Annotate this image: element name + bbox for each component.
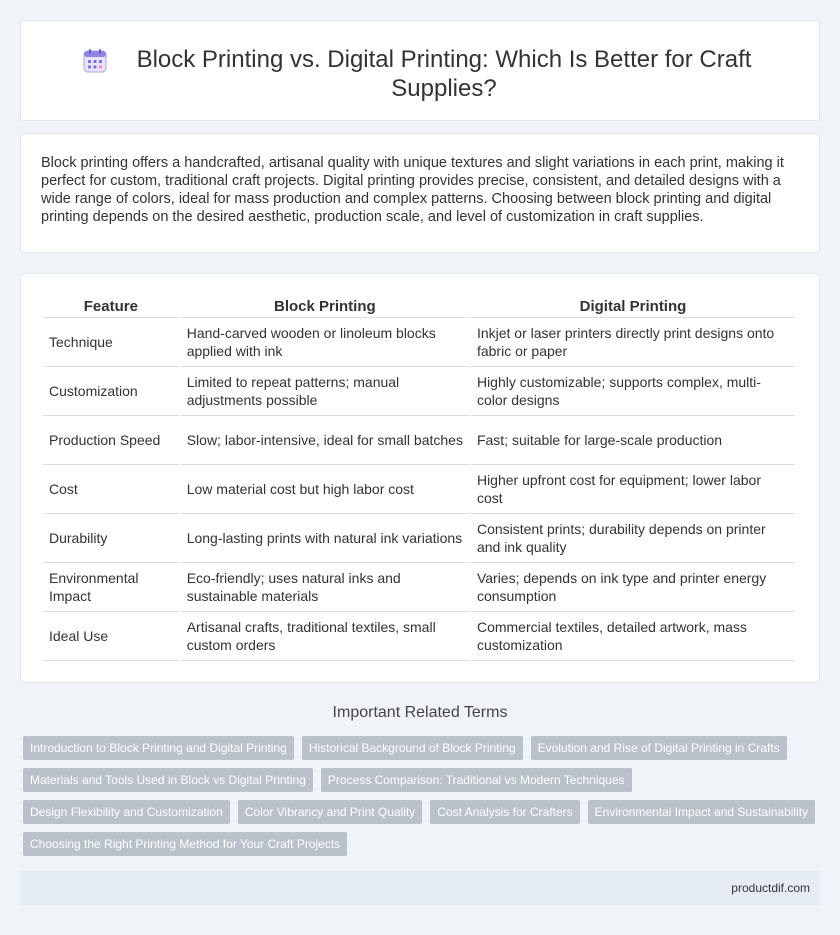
table-row [43, 563, 795, 612]
related-term-tag[interactable]: Materials and Tools Used in Block vs Digital Printing [23, 768, 313, 792]
footer-site-link[interactable]: productdif.com [731, 881, 810, 895]
digital-printing-cell: Commercial textiles, detailed artwork, mass customization [471, 612, 795, 661]
intro-card [20, 133, 820, 253]
block-printing-cell: Limited to repeat patterns; manual adjustments possible [181, 367, 469, 416]
related-term-tag[interactable]: Environmental Impact and Sustainability [588, 800, 815, 824]
feature-cell: Production Speed [43, 416, 179, 465]
related-term-tag[interactable]: Design Flexibility and Customization [23, 800, 230, 824]
digital-printing-cell: Highly customizable; supports complex, multi-color designs [471, 367, 795, 416]
block-printing-cell: Slow; labor-intensive, ideal for small batches [181, 416, 469, 465]
table-header-row [43, 296, 795, 318]
table-row [43, 514, 795, 563]
table-row [43, 465, 795, 514]
related-terms-heading: Important Related Terms [332, 704, 508, 721]
related-term-tag[interactable]: Choosing the Right Printing Method for Your Craft Projects [23, 832, 347, 856]
comparison-card [20, 273, 820, 683]
related-term-tag[interactable]: Cost Analysis for Crafters [430, 800, 579, 824]
title-card [20, 20, 820, 121]
column-header-feature: Feature [43, 296, 179, 318]
related-term-tag[interactable]: Historical Background of Block Printing [302, 736, 523, 760]
feature-cell: Cost [43, 465, 179, 514]
table-row [43, 367, 795, 416]
calendar-grid-icon [81, 47, 109, 75]
footer [20, 871, 820, 905]
block-printing-cell: Hand-carved wooden or linoleum blocks applied with ink [181, 318, 469, 367]
page-title: Block Printing vs. Digital Printing: Which Is Better for Craft Supplies? [136, 46, 752, 102]
related-term-tag[interactable]: Evolution and Rise of Digital Printing in Crafts [531, 736, 787, 760]
intro-paragraph: Block printing offers a handcrafted, artisanal quality with unique textures and slight variations in each print, making it perfect for custom, traditional craft projects. Digital printing provides precise, consistent, and detailed designs with a wide range of colors, ideal for mass production and complex patterns. Choosing between block printing and digital printing depends on the desired aesthetic, production scale, and level of customization in craft supplies. [41, 155, 784, 225]
block-printing-cell: Artisanal crafts, traditional textiles, small custom orders [181, 612, 469, 661]
table-row [43, 612, 795, 661]
column-header-digital-printing: Digital Printing [471, 296, 795, 318]
related-term-tag[interactable]: Color Vibrancy and Print Quality [238, 800, 423, 824]
feature-cell: Durability [43, 514, 179, 563]
related-terms-list [23, 736, 823, 856]
comparison-table [41, 296, 797, 661]
digital-printing-cell: Fast; suitable for large-scale production [471, 416, 795, 465]
digital-printing-cell: Varies; depends on ink type and printer energy consumption [471, 563, 795, 612]
block-printing-cell: Long-lasting prints with natural ink variations [181, 514, 469, 563]
table-row [43, 416, 795, 465]
feature-cell: Environmental Impact [43, 563, 179, 612]
feature-cell: Customization [43, 367, 179, 416]
digital-printing-cell: Higher upfront cost for equipment; lower labor cost [471, 465, 795, 514]
feature-cell: Technique [43, 318, 179, 367]
feature-cell: Ideal Use [43, 612, 179, 661]
digital-printing-cell: Inkjet or laser printers directly print designs onto fabric or paper [471, 318, 795, 367]
column-header-block-printing: Block Printing [181, 296, 469, 318]
related-term-tag[interactable]: Introduction to Block Printing and Digital Printing [23, 736, 294, 760]
table-row [43, 318, 795, 367]
related-term-tag[interactable]: Process Comparison: Traditional vs Modern Techniques [321, 768, 632, 792]
block-printing-cell: Low material cost but high labor cost [181, 465, 469, 514]
block-printing-cell: Eco-friendly; uses natural inks and sustainable materials [181, 563, 469, 612]
digital-printing-cell: Consistent prints; durability depends on printer and ink quality [471, 514, 795, 563]
